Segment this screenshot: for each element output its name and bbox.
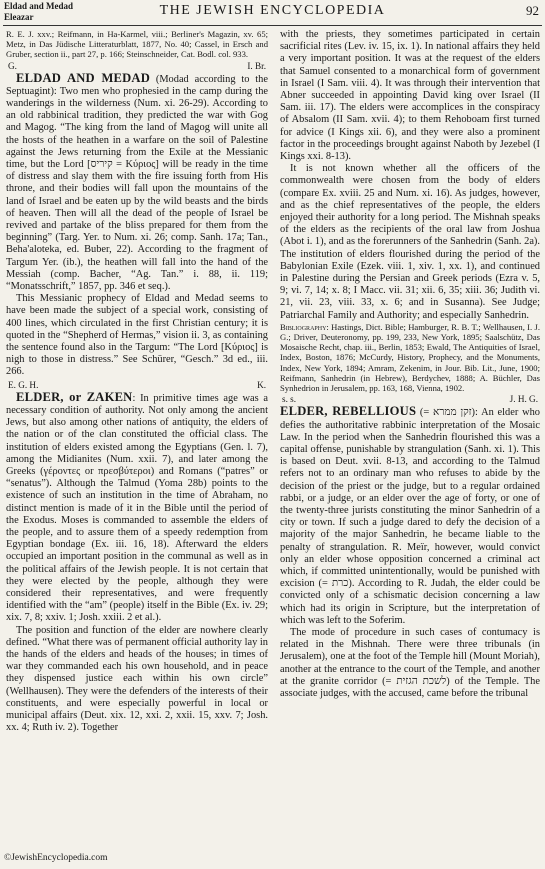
signature-right: K. bbox=[257, 379, 266, 390]
site-credit: ©JewishEncyclopedia.com bbox=[4, 853, 108, 863]
article-paragraph: The mode of procedure in such cases of contumacy is related in the Mishnah. There were three tribunals (in Jerusalem), one at the foot of the Temple hill (Mount Moriah), another at the entrance to the court of the Temple, and another at the granite corridor (= לשכת הגזית) of the Temple. The associate judges, with the accused, came before the tribunal bbox=[280, 626, 540, 699]
article-text: (Modad according to the Septuagint): Two men who prophesied in the camp during the wanderings in the wilderness (Num. xi. 26-29). According to an old rabbinical tradition, they predicted the war with Gog and Magog. “The king from the land of Magog will unite all the hosts of the heathen in a warfare on the soil of Palestine against the Jews returning from the Exile at the Messianic time, but the Lord [קיריס = Κύριος] will be ready in the time of distress and slay them with the fire issuing forth from His throne, and their bodies will fall upon the mountains of the land of Israel and be eaten up by the wild beasts and the birds of heaven. Then will all the dead of the people of Israel be revived and partake of the bliss prepared for them from the beginning” (Targ. Yer. to Num. xi. 26; comp. Sanh. 17a; Tan., Beha'aloteka, ed. Buber, 22). According to the fragment of Targum Yer. (ib.), the heathen will fall into the hand of the Messiah (comp. Bacher, “Ag. Tan.” i. 88, ii. 119; “Monatsschrift,” 1857, pp. 346 et seq.). bbox=[6, 73, 268, 293]
signature-left: E. G. H. bbox=[8, 379, 39, 390]
article-paragraph: with the priests, they sometimes participated in certain sacrificial rites (Lev. iv. 15, ix. 1). In national affairs they held a very important position. It was at the request of the elders that Samuel consented to a monarchical form of government in Israel (I Sam. viii. 4). It was through their intervention that Abner succeeded in appointing David king over Israel (II Sam. iii. 17). The elders were accomplices in the conspiracy of Absalom (II Sam. xvii. 4); to them Rehoboam first turned for advice (I Kings xii. 6), and they were also a prominent factor in the proceedings brought against Naboth by Jezebel (I Kings xxi. 8-13). bbox=[280, 29, 540, 163]
article-elder bbox=[6, 391, 268, 625]
article-text: : An elder who defies the authoritative rabbinic interpretation of the Mosaic Law. In the period when the Sanhedrin flourished this was a capital offense, punishable by strangulation (Sanh. xi. 1). This is based on Deut. xvii. 8-13, and according to the Talmud refers not to an ordinary man who refuses to abide by the decision of the priest or the judge, but to a regular ordained rabbi, or a judge, or an elder over the age of forty, or one of the twenty-three jurists constituting the minor Sanhedrin of a city or town. If such a judge dared to defy the decision of a majority of the major Sanhedrin, he became liable to the penalty of strangulation. R. Meïr, however, would convict only an elder whose opposition concerned a criminal act which, if committed unintentionally, would be punished with excision (= כרת). According to R. Judah, the elder could be convicted only of a schismatic decision concerning a law which had its origin in Scripture, but the interpretation of which was left to the Soferim. bbox=[280, 407, 540, 626]
running-head-line-2: Eleazar bbox=[4, 12, 34, 22]
hebrew-term: (= זקן ממרא) bbox=[419, 407, 476, 419]
signature-left: G. bbox=[8, 60, 17, 71]
page-number: 92 bbox=[526, 3, 539, 18]
signature-left: s. s. bbox=[282, 394, 297, 405]
article-heading: ELDAD AND MEDAD bbox=[16, 70, 151, 85]
right-column bbox=[280, 29, 540, 700]
bibliography bbox=[280, 322, 540, 393]
article-eldad-medad bbox=[6, 72, 268, 294]
article-paragraph: The position and function of the elder are nowhere clearly defined. “What there was of permanent official authority lay in the hands of the elders and heads of the houses; in times of war they commanded each his own household, and in peace they dispensed justice each within his own circle” (Wellhausen). They were the defenders of the interests of their constituents, and were especially powerful in local or municipal affairs (Deut. xix. 12, xxi. 2, xxii. 15, xxv. 7; Josh. xx. 4; Ruth iv. 2). Together bbox=[6, 624, 268, 734]
page-header bbox=[0, 0, 545, 26]
bibliography-continued: R. E. J. xxv.; Reifmann, in Ha-Karmel, viii.; Berliner's Magazin, xv. 65; Metz, in Das Jüdische Litteraturblatt, 1877, No. 40; Cassel, in Ersch and Gruber, section ii., part 27, p. 166; Steinschneider, Cat. Bodl. col. 933. bbox=[6, 29, 268, 60]
article-text: : In primitive times age was a necessary condition of authority. Not only among the ancient Jews, but also among other nations of antiquity, the elders of the nation or of the clan constituted the official class. The institution of elders existed among the Egyptians (Gen. l. 7), among the Midianites (Num. xxii. 7), and later among the Greeks (γέροντες or πρεσβύτεροι) and Romans (“patres” or “senatus”). Although the Talmud (Yoma 28b) points to the existence of such an institution in the time of Abraham, no distinct mention is made of it in the Bible until the period of the Exodus. Moses is commanded to assemble the elders of the people, and to assure them of a speedy redemption from Egyptian bondage (Ex. iii. 16, 18). Afterward the elders occupied an important position in the communal as well as in the political affairs of the Jewish people. It is not certain that they were elected by the people, although they were considered their representatives, and were frequently identified with the “am” (people) itself in the Bible (Ex. iv. 29; xix. 7, 8; xxiv. 1; Josh. xxiii. 2 et al.). bbox=[6, 392, 268, 624]
bibliography-text: Hastings, Dict. Bible; Hamburger, R. B. T.; Wellhausen, I. J. G.; Driver, Deuteronomy, pp. 199, 233, New York, 1895; Saalschütz, Das Mosaische Recht, chap. iii., Berlin, 1853; Ewald, The Antiquities of Israel, Index, Boston, 1876; McCurdy, History, Prophecy, and the Monuments, Index, New York, 1894; Amram, Zekenim, in Jour. Bib. Lit., June, 1900; Reifmann, Sanhedrin (in Hebrew), Berdychev, 1888; A. Büchler, Das Synhedrion in Jerusalem, pp. 163, 168, Vienna, 1902. bbox=[280, 321, 540, 394]
publication-title: THE JEWISH ENCYCLOPEDIA bbox=[159, 3, 386, 18]
signature-right: I. Br. bbox=[247, 60, 266, 71]
article-rebellious-elder bbox=[280, 405, 540, 627]
bibliography-label: Bibliography: bbox=[280, 321, 329, 332]
article-paragraph: It is not known whether all the officers of the commonwealth were chosen from the body of elders (compare Ex. xviii. 25 and Num. xi. 16). As judges, however, and as the chief representatives of the people, the elders enjoyed their authority for a long period. The Mishnah speaks of the elders as the recipients of the oral law from Joshua (Abot i. 1), and as the forerunners of the Sanhedrin (Sanh. 2a). The institution of elders flourished during the period of the Babylonian Exile (Ezek. viii. 1, xiv. 1, xx. 1), and continued in Palestine during the Persian and Greek periods (Ezra v. 5, 9; vi. 7, 14; x. 8; I Macc. vii. 31; xii. 6, 35; xiii. 36; Judith vi. 21, vii. 23, viii. 33, x. 6; and in Susanna). See Judge; Patriarchal Family and Authority; and especially Sanhedrin. bbox=[280, 163, 540, 321]
article-paragraph: This Messianic prophecy of Eldad and Medad seems to have been made the subject of a special work, consisting of 400 lines, which circulated in the first Christian century; it is quoted in the “Shepherd of Hermas,” vision ii. 3, as containing the sentence found also in the Targum: “The Lord [Κύριος] is nigh to those in distress.” See Schürer, “Gesch.” 3d ed., iii. 266. bbox=[6, 293, 268, 378]
running-head-line-1: Eldad and Medad bbox=[4, 1, 74, 11]
left-column bbox=[6, 29, 268, 734]
article-heading: ELDER, or ZAKEN bbox=[16, 389, 133, 404]
signature-right: J. H. G. bbox=[509, 394, 538, 405]
article-heading: ELDER, REBELLIOUS bbox=[280, 404, 417, 419]
header-rule bbox=[3, 25, 542, 26]
